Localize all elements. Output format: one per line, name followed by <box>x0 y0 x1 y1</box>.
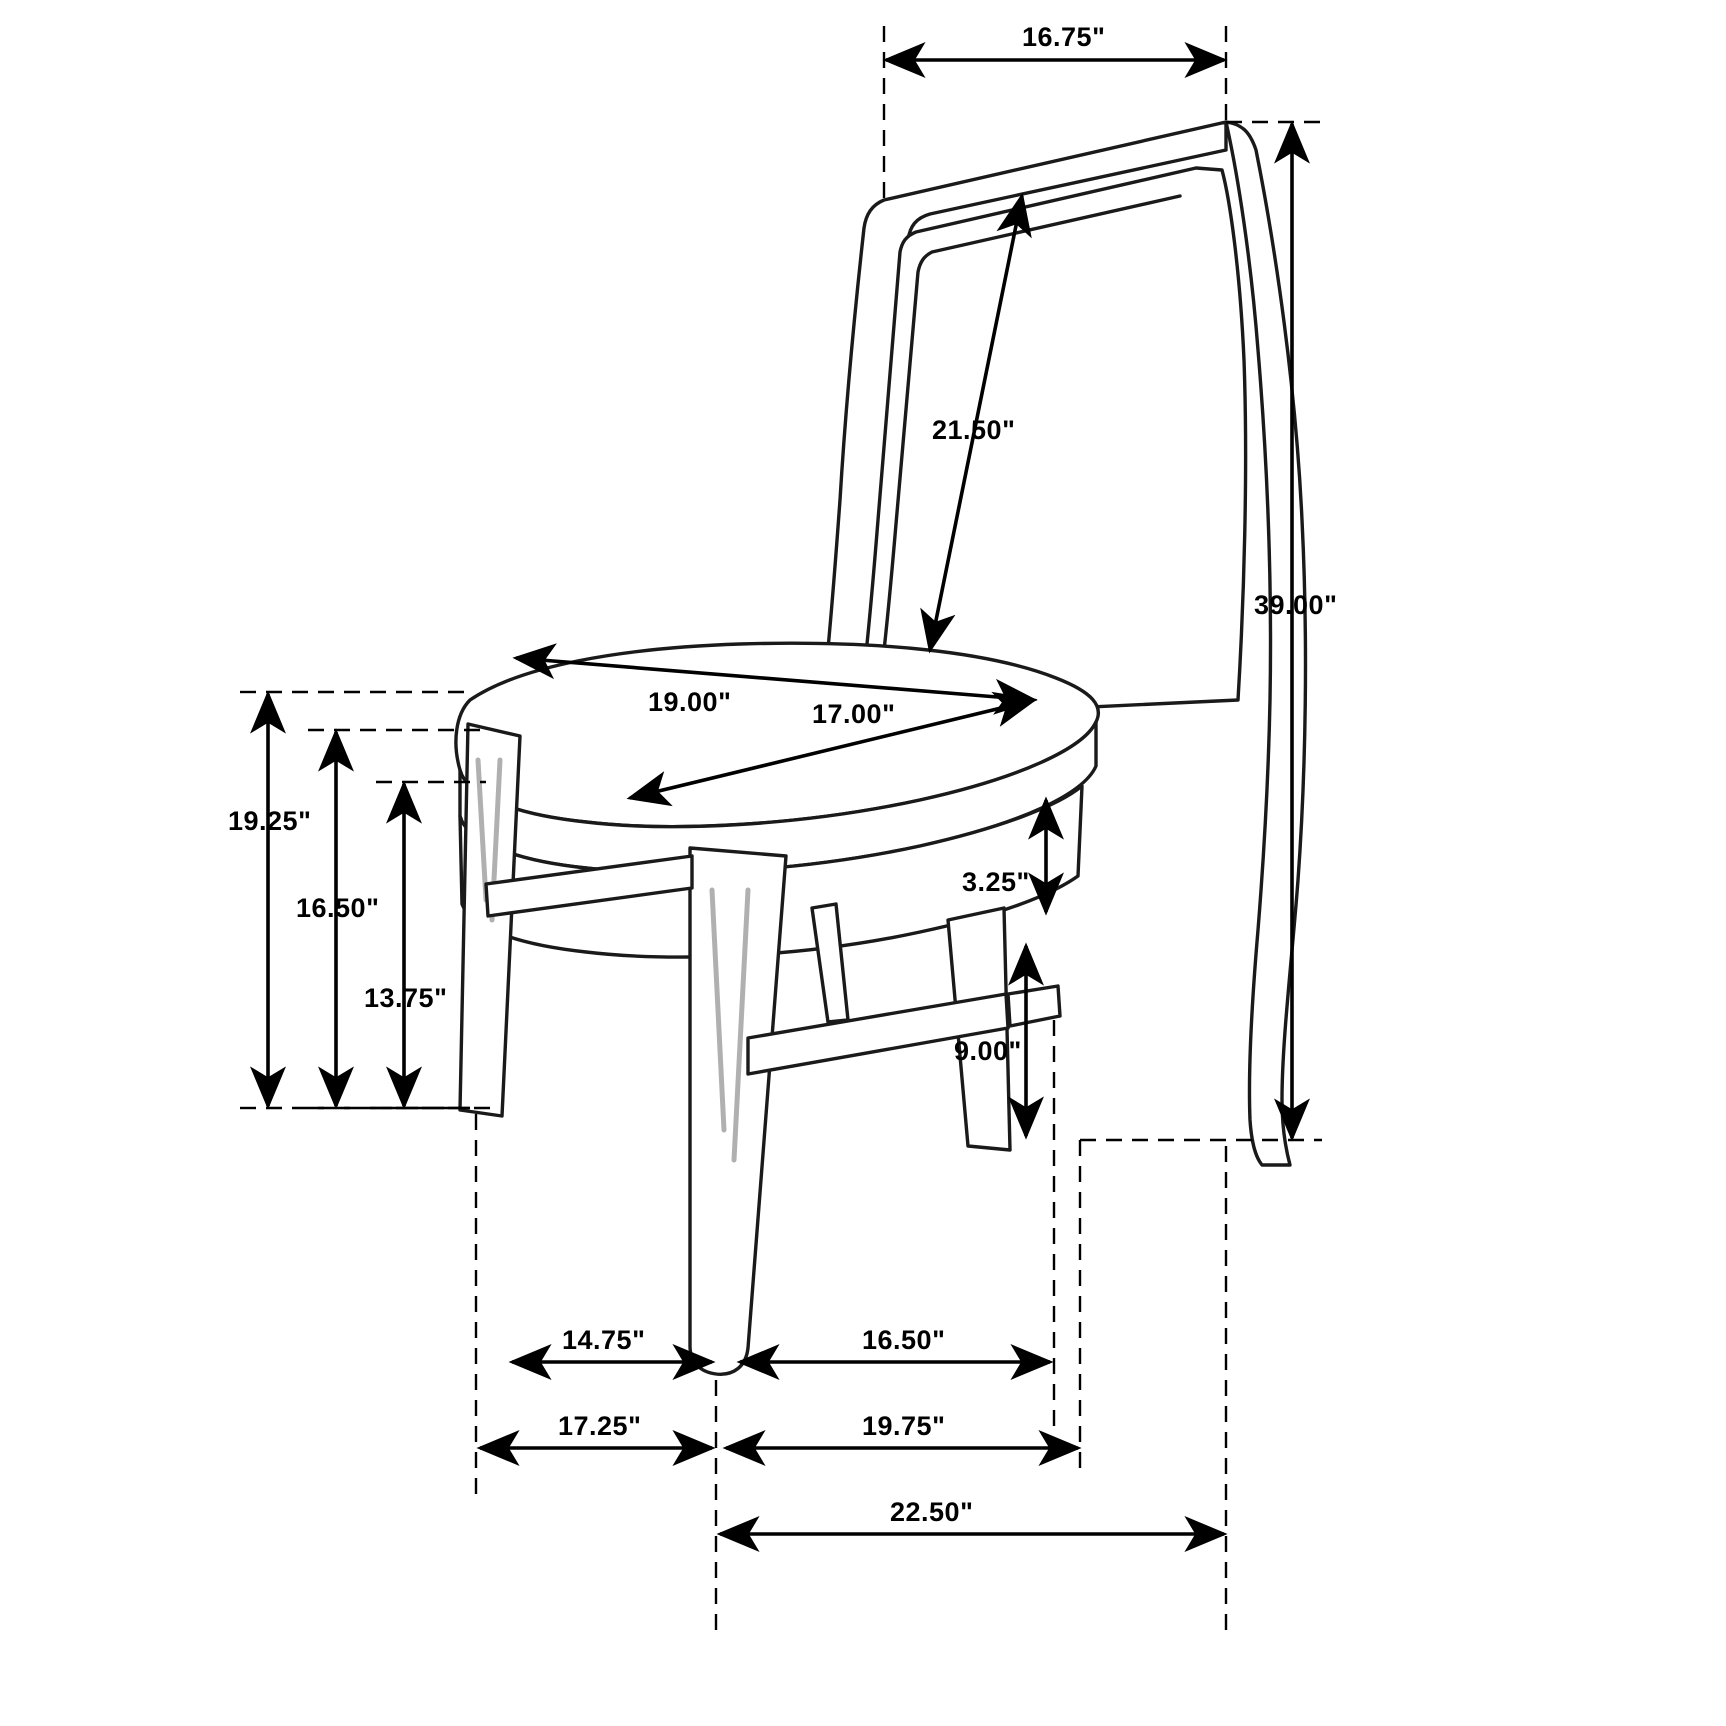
dimension-label-seat-depth: 19.00" <box>648 687 732 717</box>
dimension-label-depth-rear-outer: 17.25" <box>558 1411 642 1441</box>
dimension-label-seat-height-1: 19.25" <box>228 806 312 836</box>
dimension-label-overall-height: 39.00" <box>1254 590 1338 620</box>
dimension-label-overall-depth: 22.50" <box>890 1497 974 1527</box>
dimension-label-back-width: 16.75" <box>1022 22 1106 52</box>
dimension-label-depth-front-outer: 19.75" <box>862 1411 946 1441</box>
dimension-label-depth-rear: 14.75" <box>562 1325 646 1355</box>
rail-rear <box>1008 986 1060 1026</box>
dimension-label-stretcher-height: 9.00" <box>954 1036 1022 1066</box>
dimension-label-apron-height: 3.25" <box>962 867 1030 897</box>
dimension-label-seat-width: 17.00" <box>812 699 896 729</box>
backrest-panel <box>858 168 1246 718</box>
chair-illustration <box>456 122 1306 1374</box>
dimension-label-depth-front: 16.50" <box>862 1325 946 1355</box>
dimension-label-back-height: 21.50" <box>932 415 1016 445</box>
dimension-label-seat-height-2: 16.50" <box>296 893 380 923</box>
dimension-label-seat-height-3: 13.75" <box>364 983 448 1013</box>
